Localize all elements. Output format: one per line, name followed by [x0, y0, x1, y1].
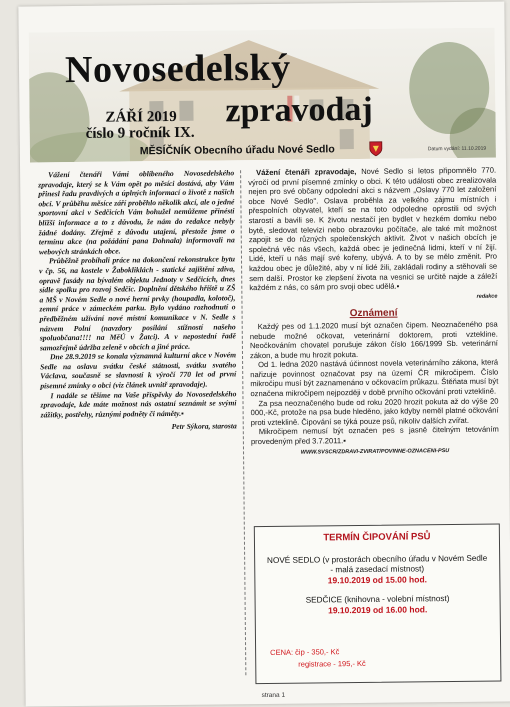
- issue-number: číslo 9 ročník IX.: [85, 124, 195, 142]
- column-divider: [240, 170, 246, 675]
- editorial-paragraph: Průběžně probíhali práce na dokončení rekonstrukce bytu v čp. 56, na kostele v Žabokliklách - statické zajištění zdiva, opravě fasády na bývalém objektu Jednoty v Sedčicích, dnes sídle spolku pro rozvoj Sedčic. Doplnění dětského hřiště u ZŠ a MŠ v Novém Sedle o nové herní prvky (houpadla, kolotoč), zemní práce v zámeckém parku. Bylo vydáno rozhodnutí o předběžném užívání nové místní komunikace v N. Sedle s názvem Polní (navzdory posílání stížností našeho spoluobčana!!!! na MěÚ v Žatci). A v nepostední řadě samozřejmě údržba zeleně v obcích a jiné práce.: [39, 254, 236, 353]
- source-url: WWW.SVSCR/ZDRAVI-ZVIRAT/POVINNE-OZNACENI-PSU: [300, 447, 450, 456]
- editorial-paragraph: Vážení čtenáři Vámi oblíbeného Novosedelského zpravodaje, který se k Vám opět po měsíci dostává, aby Vám přinesl řadu pravdivých a úplných informací o životě z našich obcí. V průběhu měsíce září proběhlo několik akcí, ale o jedné sportovní akci v Sedčicích Vám bohužel nemůžeme přinésti bližší informace a to z důvodu, že nám do redakce nebyly žádné dodány. Zřejmě z důvodu utajení, přestože jsme o termínu akce (na požádání pana Dohnala) informovali na webových stránkách obce.: [38, 168, 235, 257]
- announcement-heading: Oznámení: [349, 307, 398, 320]
- location-nove-sedlo-room: - malá zasedací místnost): [330, 564, 425, 575]
- editorial-column: [38, 168, 237, 433]
- coat-of-arms-icon: [369, 141, 383, 157]
- page-number: strana 1: [261, 691, 286, 700]
- editorial-paragraph: Dne 28.9.2019 se konala významná kulturní akce v Novém Sedle na oslavu svátku české státnosti, svátku svatého Václava, současně se slavností k výročí 770 let od první písemné zmínky o obci (viz článek uvnitř zpravodaje).: [40, 350, 237, 391]
- intro-text: Nové Sedlo si letos připomnělo 770. výročí od první písemné zmínky o obci. K této události obec zrealizovala nejen pro své občany odpolední akci s názvem „Oslavy 770 let založení obce Nové Sedlo". Oslava proběhla za velkého zájmu místních i přespolních obyvatel, kteří se na toto odpoledne oprostili od svých starostí a bavili se. K životu nestačí jen bydlet v hezkém domku nebo bytě, sledovat televizi nebo obrazovku počítače, ale také mít možnost zapojit se do různých společenských aktivit. Život v našich obcích je společná věc nás všech, každá obec je jedinečná lidmi, kteří v ní žijí. Lidé, kteří u nás mají své kořeny, ubývá. A to by se mělo změnit. Pro každou obec je důležité, aby v ní lidé žili, zakládali rodiny a stěhovali se sem další. Prostor ke zlepšení života na vesnici se určitě najde a záleží každém z nás, co sám pro svoji obec udělá.▪: [248, 165, 498, 293]
- chipping-title: TERMÍN ČIPOVÁNÍ PSŮ: [323, 531, 431, 544]
- redakce-signature: redakce: [476, 293, 498, 300]
- price-chip: CENA: čip - 350,- Kč: [270, 647, 340, 657]
- newsletter-title: Novosedelský: [64, 46, 291, 92]
- newsletter-page: [18, 1, 510, 706]
- article-column: [248, 166, 499, 459]
- price-registration: registrace - 195,- Kč: [298, 658, 366, 669]
- editorial-signature: Petr Sýkora, starosta: [171, 421, 237, 432]
- date-nove-sedlo: 19.10.2019 od 15.00 hod.: [327, 574, 428, 586]
- issue-info: [85, 109, 194, 142]
- location-sedcice: SEDČICE (knihovna - volební místnost): [305, 594, 450, 605]
- issue-month: ZÁŘÍ 2019: [105, 108, 177, 126]
- intro-paragraph: [248, 166, 497, 293]
- location-nove-sedlo: NOVÉ SEDLO (v prostorách obecního úřadu v Novém Sedle: [266, 553, 488, 565]
- newsletter-subtitle: zpravodaj: [225, 90, 373, 130]
- announcement-paragraph: Mikročipem nemusí být označen pes s jasně čitelným tetováním provedeným před 3.7.2011.▪: [250, 424, 499, 447]
- masthead: [29, 28, 496, 163]
- announcement-paragraph: Za psa neoznačeného bude od roku 2020 hrozit pokuta až do výše 20 000,-Kč, protože na psa bude hleděno, jako kdyby neměl platné očkování proti vzteklině. Čipování se týká pouze psů, nikoliv dalších zvířat.: [250, 396, 499, 427]
- chipping-schedule-box: [254, 524, 502, 685]
- intro-lead: Vážení čtenáři zpravodaje,: [256, 167, 357, 178]
- announcement-paragraph: Každý pes od 1.1.2020 musí být označen čipem. Neoznačeného psa nebude možné očkovat, veterinární doktorem, proti vztekline. Neočkováním chovatel porušuje zákon číslo 166/1999 Sb. veterinární zákon, a bude mu hrozit pokuta.: [249, 319, 498, 360]
- publisher-line: MĚSÍČNÍK Obecního úřadu Nové Sedlo: [139, 143, 335, 158]
- editorial-paragraph: I nadále se těšíme na Vaše příspěvky do Novosedelského zpravodaje, kde máte možnost nás ostatní seznámit se svými zážitky, postřehy, různými podněty či náměty.▪: [40, 388, 237, 420]
- release-date: Datum vydání: 11.10.2019: [427, 145, 487, 153]
- date-sedcice: 19.10.2019 od 16.00 hod.: [328, 604, 428, 616]
- price-list: [270, 646, 366, 671]
- announcement-paragraph: Od 1. ledna 2020 nastává účinnost novela veterinárního zákona, která nařizuje povinnost označovat psy na území ČR mikročipem. Číslo mikročipu musí být zaznamenáno v očkovacím průkazu. Štěňata musí být označena mikročipem nejpozději v době prvního očkování proti vzteklině.: [250, 357, 499, 399]
